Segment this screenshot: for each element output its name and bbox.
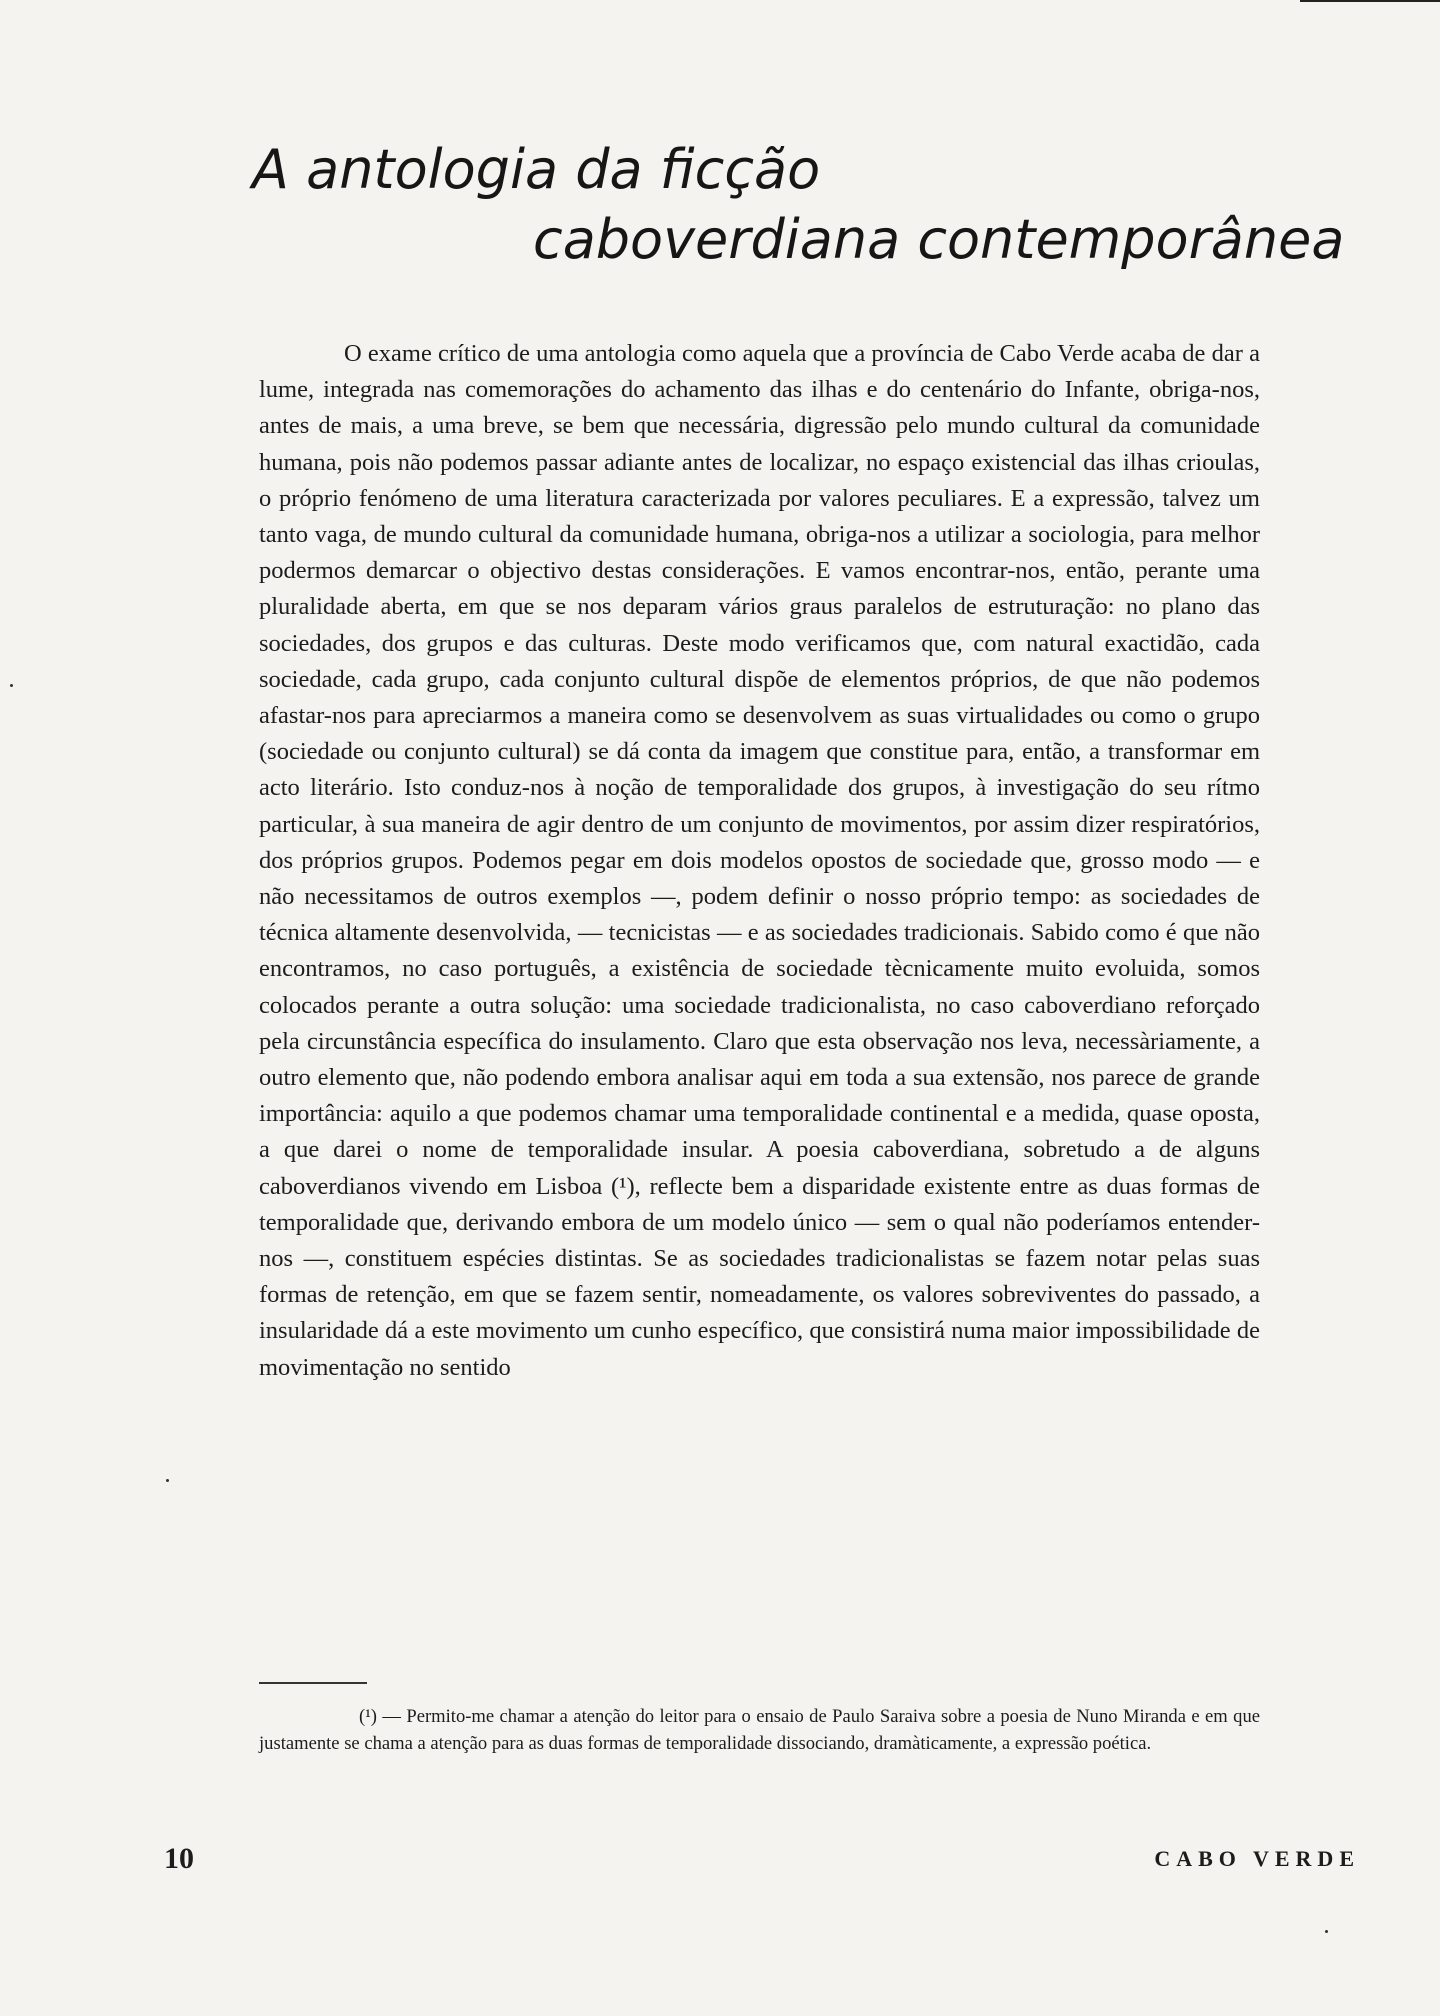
scan-speck — [166, 1479, 169, 1482]
footnote: (¹) — Permito-me chamar a atenção do leitor para o ensaio de Paulo Saraiva sobre a poesia de Nuno Miranda e em que justamente se chama a atenção para as duas formas de temporalidade dissociando, dramàticamente, a expressão poética. — [259, 1706, 1260, 1754]
article-title-line-2: caboverdiana contemporânea — [533, 208, 1345, 271]
corner-rule — [1300, 0, 1440, 2]
article-title-line-1: A antologia da ficção — [252, 138, 821, 201]
running-head: CABO VERDE — [1154, 1846, 1360, 1871]
page-number: 10 — [164, 1842, 194, 1875]
scan-speck — [1325, 1930, 1328, 1933]
footnote-separator — [259, 1682, 367, 1684]
scan-speck — [10, 684, 13, 687]
article-body: O exame crítico de uma antologia como aquela que a província de Cabo Verde acaba de dar a lume, integrada nas comemorações do achamento das ilhas e do centenário do Infante, obriga-nos, antes de mais, a uma breve, se bem que necessária, digressão pelo mundo cultural da comunidade humana, pois não podemos passar adiante antes de localizar, no espaço existencial das ilhas crioulas, o próprio fenómeno de uma literatura caracterizada por valores peculiares. E a expressão, talvez um tanto vaga, de mundo cultural da comunidade humana, obriga-nos a utilizar a sociologia, para melhor podermos demarcar o objectivo destas considerações. E vamos encontrar-nos, então, perante uma pluralidade aberta, em que se nos deparam vários graus paralelos de estruturação: no plano das sociedades, dos grupos e das culturas. Deste modo verificamos que, com natural exactidão, cada sociedade, cada grupo, cada conjunto cultural dispõe de elementos próprios, de que não podemos afastar-nos para apreciarmos a maneira como se desenvolvem as suas virtualidades ou como o grupo (sociedade ou conjunto cultural) se dá conta da imagem que constitue para, então, a transformar em acto literário. Isto conduz-nos à noção de temporalidade dos grupos, à investigação do seu rítmo particular, à sua maneira de agir dentro de um conjunto de movimentos, por assim dizer respiratórios, dos próprios grupos. Podemos pegar em dois modelos opostos de sociedade que, grosso modo — e não necessitamos de outros exemplos —, podem definir o nosso próprio tempo: as sociedades de técnica altamente desenvolvida, — tecnicistas — e as sociedades tradicionais. Sabido como é que não encontramos, no caso português, a existência de sociedade tècnicamente muito evoluida, somos colocados perante a outra solução: uma sociedade tradicionalista, no caso caboverdiano reforçado pela circunstância específica do insulamento. Claro que esta observação nos leva, necessàriamente, a outro elemento que, não podendo embora analisar aqui em toda a sua extensão, nos parece de grande importância: aquilo a que podemos chamar uma temporalidade continental e a medida, quase oposta, a que darei o nome de temporalidade insular. A poesia caboverdiana, sobretudo a de alguns caboverdianos vivendo em Lisboa (¹), reflecte bem a disparidade existente entre as duas formas de temporalidade que, derivando embora de um modelo único — sem o qual não poderíamos entender-nos —, constituem espécies distintas. Se as sociedades tradicionalistas se fazem notar pelas suas formas de retenção, em que se fazem sentir, nomeadamente, os valores sobreviventes do passado, a insularidade dá a este movimento um cunho específico, que consistirá numa maior impossibilidade de movimentação no sentido — [259, 340, 1260, 1381]
